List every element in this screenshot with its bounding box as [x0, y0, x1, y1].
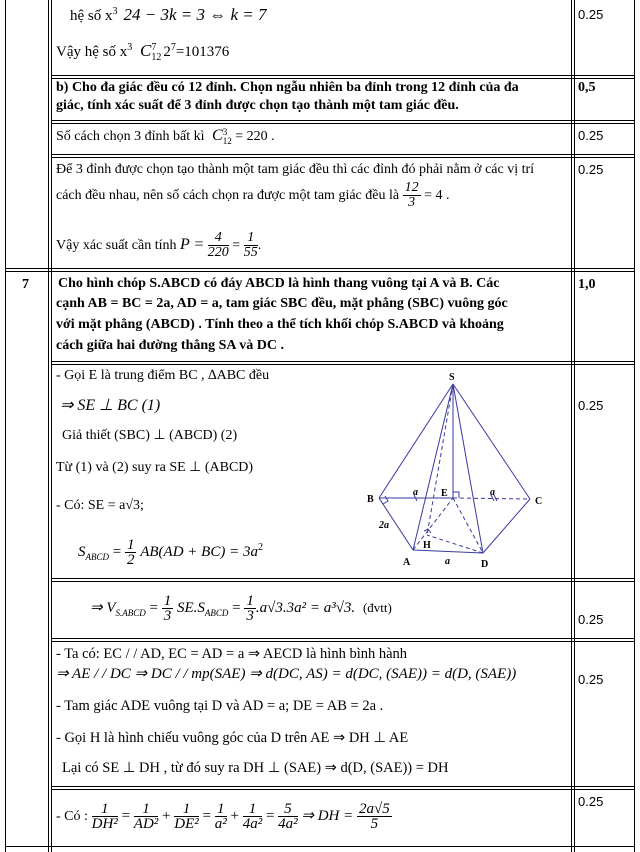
row1-l2-val: =101376	[175, 44, 230, 60]
grid-line	[5, 0, 6, 852]
row5-line2: cạnh AB = BC = 2a, AD = a, tam giác SBC đều, mặt phẳng (SBC) vuông góc	[56, 296, 508, 311]
row9-eq2: =	[202, 808, 211, 824]
row9-f6d: 4a²	[278, 816, 298, 833]
row7-fn: 1	[163, 593, 172, 610]
row7-eq2: =	[232, 600, 241, 616]
label-a-BE: a	[413, 487, 418, 498]
edge-SA	[413, 384, 453, 550]
row4-p1-den: 220	[207, 245, 229, 261]
grid-line	[51, 75, 634, 76]
grid-line	[5, 268, 634, 269]
edge-SH	[427, 384, 453, 535]
row1-score: 0.25	[578, 7, 604, 22]
label-S: S	[449, 372, 455, 383]
grid-line	[51, 361, 634, 362]
row6-fn: 1	[126, 537, 135, 554]
row7-expr: .a√3.3a² = a³√3.	[255, 600, 356, 616]
label-A: A	[403, 557, 411, 568]
grid-line	[48, 0, 49, 852]
label-a-AD: a	[445, 556, 450, 567]
row9-f5n: 1	[243, 802, 263, 817]
row4-frac1	[208, 231, 229, 260]
row9-f7d: 5	[370, 816, 379, 833]
grid-line	[5, 846, 634, 847]
row9-f3	[174, 802, 199, 831]
grid-line	[51, 120, 634, 121]
row5-line1: Cho hình chóp S.ABCD có đáy ABCD là hình thang vuông tại A và B. Các	[58, 276, 500, 291]
grid-line	[5, 271, 634, 272]
row8-line3: - Tam giác ADE vuông tại D và AD = a; DE = AB = 2a .	[56, 698, 384, 714]
row9-f1n: 1	[92, 802, 118, 817]
row4-p1-num: 4	[208, 231, 229, 246]
row8-line5: Lại có SE ⊥ DH , từ đó suy ra DH ⊥ (SAE) ⇒ d(D, (SAE)) = DH	[62, 760, 449, 776]
row5-line3: với mặt phẳng (ABCD) . Tính theo a thể tích khối chóp S.ABCD và khoảng	[56, 317, 504, 332]
row7-sub2: ABCD	[204, 608, 229, 618]
row1-label: hệ số x	[70, 8, 113, 24]
grid-line	[51, 641, 634, 642]
edge-SB	[379, 384, 453, 498]
pyramid-figure	[355, 370, 565, 570]
row1-line1	[70, 4, 267, 24]
row7-frac2	[244, 594, 256, 623]
grid-line	[51, 123, 634, 124]
row8-line1: - Ta có: EC / / AD, EC = AD = a ⇒ AECD là hình bình hành	[56, 646, 408, 662]
row6-score: 0.25	[578, 398, 604, 413]
row7-unit: (đvtt)	[362, 600, 392, 615]
edge-SC	[453, 384, 530, 499]
row4-fraction	[403, 181, 421, 210]
row6-line5: - Có: SE = a√3;	[56, 498, 144, 513]
label-B: B	[367, 494, 374, 505]
grid-line	[51, 157, 634, 158]
row4-p2-num: 1	[244, 231, 258, 246]
row9-f2n: 1	[134, 802, 159, 817]
row1-math: 24 − 3k = 3 ⇔ k = 7	[123, 5, 267, 24]
row8-line2: ⇒ AE / / DC ⇒ DC / / mp(SAE) ⇒ d(DC, AS) = d(DC, (SAE)) = d(D, (SAE))	[56, 666, 517, 682]
row4-eq: =	[232, 238, 241, 253]
row2-line2: giác, tính xác suất để 3 đỉnh được chọn tạo thành một tam giác đều.	[56, 98, 459, 113]
row6-line3: Giả thiết (SBC) ⊥ (ABCD) (2)	[62, 428, 238, 443]
row9-line	[56, 794, 392, 839]
row2-line1: b) Cho đa giác đều có 12 đỉnh. Chọn ngẫu nhiên ba đỉnh trong 12 đỉnh của đa	[56, 80, 519, 95]
grid-line	[51, 581, 634, 582]
row6-line4: Từ (1) và (2) suy ra SE ⊥ (ABCD)	[56, 460, 254, 475]
row9-f7n: 2a√5	[359, 801, 390, 818]
row1-l2-sub: 12	[151, 51, 162, 63]
row1-l2-sup: 3	[127, 42, 133, 53]
row4-frac2	[244, 231, 258, 260]
row1-l2-indices	[151, 43, 161, 63]
row6-sup: 2	[257, 542, 263, 553]
label-2a: 2a	[379, 520, 389, 531]
row7-frac1	[162, 594, 174, 623]
grid-line	[574, 0, 575, 852]
row5-score: 1,0	[578, 277, 596, 292]
row6-eq: =	[112, 544, 122, 560]
row5-line4: cách giữa hai đường thẳng SA và DC .	[56, 338, 284, 353]
row1-l2-csup: 7	[151, 41, 157, 53]
row9-f7	[357, 802, 392, 831]
problem-number: 7	[22, 277, 29, 292]
row9-f1	[92, 802, 118, 831]
grid-line	[51, 364, 634, 365]
row3-c-sub: 12	[222, 136, 232, 146]
row7-score: 0.25	[578, 612, 604, 627]
row9-f4n: 1	[215, 802, 227, 817]
row3-c-indices	[223, 128, 232, 146]
row3-line	[56, 128, 275, 146]
grid-line	[51, 78, 634, 79]
row4-line1: Để 3 đỉnh được chọn tạo thành một tam giác đều thì các đỉnh đó phải nằm ở các vị trí	[56, 162, 535, 177]
row6-frac	[125, 538, 137, 567]
row6-line2: ⇒ SE ⊥ BC (1)	[60, 397, 161, 414]
row4-f-val: = 4 .	[424, 188, 450, 203]
row9-f4	[215, 802, 227, 831]
row4-p2-den: 55	[243, 245, 258, 261]
row9-plus2: +	[230, 808, 239, 824]
row9-f4d: a²	[214, 816, 227, 833]
edge-EC	[453, 498, 530, 499]
row1-l2-two: 2	[163, 44, 171, 60]
row9-eq3: =	[265, 808, 275, 824]
grid-line	[51, 578, 634, 579]
row9-pre: - Có :	[56, 809, 88, 824]
edge-SD	[453, 384, 483, 553]
row7-se: SE.S	[176, 600, 205, 616]
label-H: H	[423, 540, 431, 551]
edge-DC	[483, 499, 530, 553]
row6-s: S	[78, 544, 86, 560]
row9-f3d: DE²	[174, 816, 199, 833]
row9-f6	[278, 802, 298, 831]
row7-fn2: 1	[246, 593, 254, 610]
row9-f5d: 4a²	[242, 816, 263, 833]
row2-score: 0,5	[578, 80, 596, 95]
label-a-EC: a	[490, 487, 495, 498]
label-E: E	[441, 488, 448, 499]
right-angle-E	[453, 492, 459, 498]
row1-l2-c: C	[140, 41, 152, 60]
row8-line4: - Gọi H là hình chiếu vuông góc của D trên AE ⇒ DH ⊥ AE	[56, 730, 409, 746]
row8-score: 0.25	[578, 672, 604, 687]
row3-text: Số cách chọn 3 đỉnh bất kì	[56, 129, 205, 145]
row3-c: C	[212, 127, 223, 145]
row3-c-sup: 3	[222, 127, 228, 137]
row9-f1d: DH²	[91, 816, 118, 833]
row4-f-den: 3	[408, 195, 416, 211]
row4-score: 0.25	[578, 162, 604, 177]
row1-line2	[56, 40, 229, 63]
right-angle-B	[383, 496, 388, 504]
row1-sup: 3	[112, 6, 118, 17]
row9-f2	[134, 802, 159, 831]
row4-dot: .	[257, 238, 262, 253]
grid-line	[634, 0, 635, 852]
row7-fd2: 3	[246, 608, 254, 625]
row4-p: P =	[180, 236, 205, 253]
label-D: D	[481, 559, 489, 570]
row6-fd: 2	[126, 552, 135, 569]
grid-line	[571, 0, 572, 852]
row7-fd: 3	[163, 608, 172, 625]
row6-line6	[78, 528, 263, 577]
row3-score: 0.25	[578, 128, 604, 143]
row9-score: 0.25	[578, 794, 604, 809]
row4-line2	[56, 180, 449, 212]
row9-f3n: 1	[174, 802, 199, 817]
row6-s-sub: ABCD	[85, 552, 109, 562]
row7-eq1: =	[149, 600, 158, 616]
row1-l2-label: Vậy hệ số x	[56, 44, 128, 60]
grid-line	[51, 789, 634, 790]
row4-l2: cách đều nhau, nên số cách chọn ra được một tam giác đều là	[56, 188, 400, 203]
row9-eq1: =	[121, 808, 131, 824]
row6-expr: AB(AD + BC) = 3a	[140, 544, 258, 560]
row9-f6n: 5	[278, 802, 298, 817]
row4-l3: Vậy xác suất cần tính	[56, 238, 177, 253]
row9-f5	[243, 802, 263, 831]
row1-l2-two-sup: 7	[170, 42, 176, 53]
label-C: C	[535, 496, 543, 507]
row6-line1: - Gọi E là trung điểm BC , ∆ABC đều	[56, 368, 270, 383]
row9-res: ⇒ DH =	[301, 808, 354, 824]
grid-line	[51, 154, 634, 155]
row4-line3	[56, 228, 261, 263]
grid-line	[51, 638, 634, 639]
grid-line	[51, 786, 634, 787]
row7-line	[90, 588, 392, 633]
row3-val: = 220 .	[235, 129, 275, 145]
row9-f2d: AD²	[133, 816, 159, 833]
row7-v: ⇒ V	[90, 600, 116, 616]
grid-line	[51, 0, 52, 852]
row4-f-num: 12	[404, 180, 419, 196]
row7-sub1: S.ABCD	[115, 608, 146, 618]
row9-plus1: +	[162, 808, 171, 824]
